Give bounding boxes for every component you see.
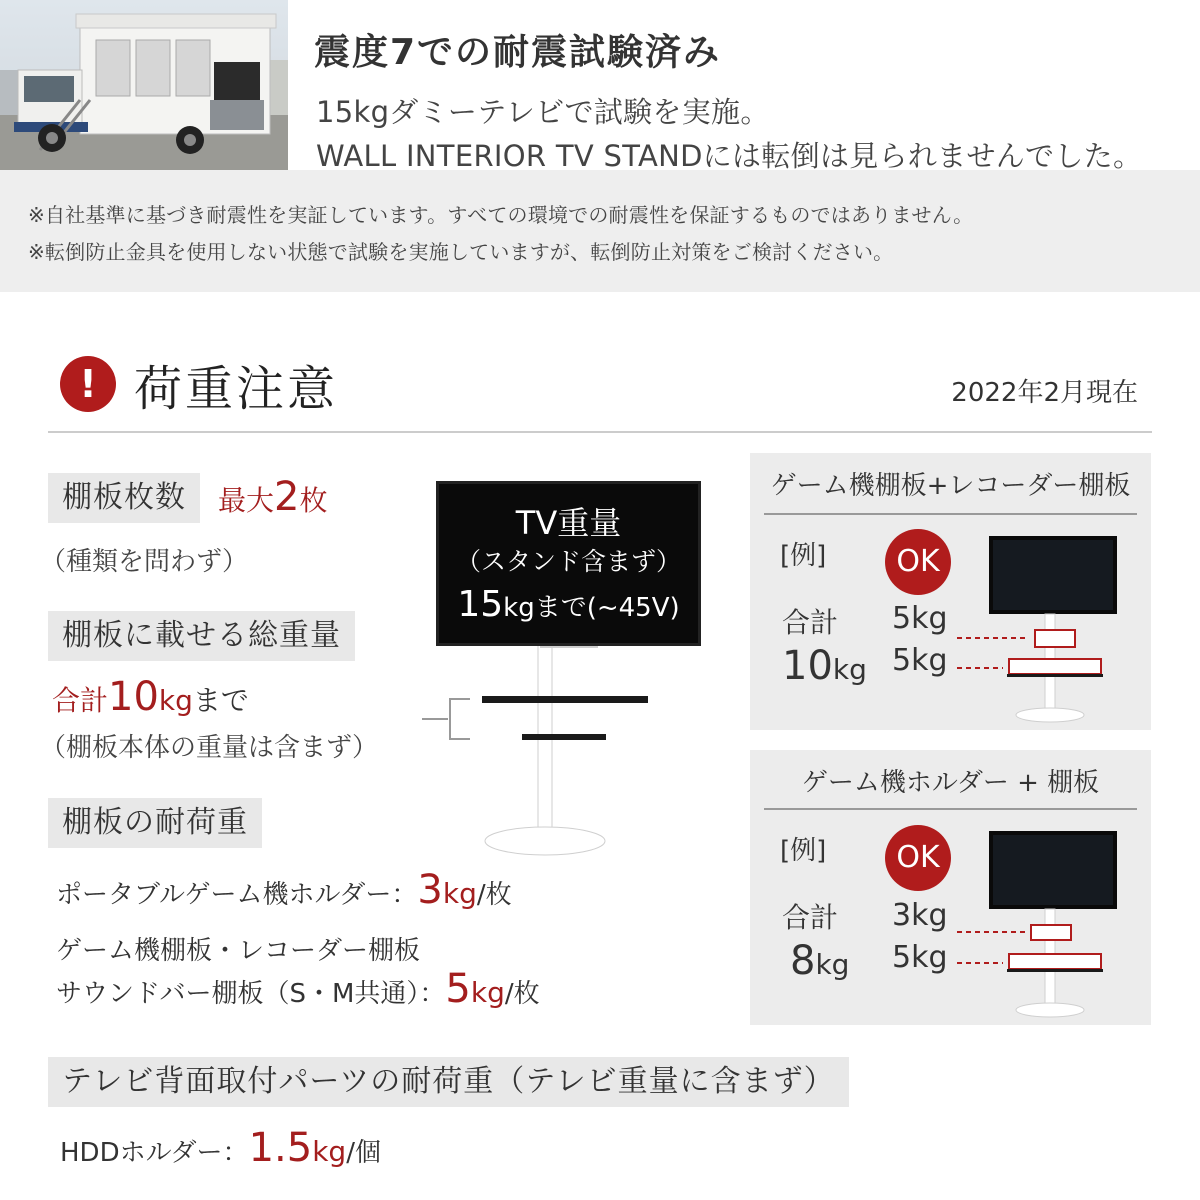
example-2-lower-load: 5kg <box>892 940 948 975</box>
hdd-holder-unit: kg <box>312 1135 347 1168</box>
shelf-load-item-1-name: ポータブルゲーム機ホルダー： <box>56 880 418 910</box>
example-1-ok-badge: OK <box>885 529 951 595</box>
section-divider <box>48 431 1152 433</box>
quake-line-1: 15kgダミーテレビで試験を実施。 <box>316 95 770 129</box>
example-1-lower-load: 5kg <box>892 643 948 678</box>
shelf-count-note: （種類を問わず） <box>40 547 249 577</box>
disclaimer-note-1: ※自社基準に基づき耐震性を実証しています。すべての環境での耐震性を保証するものではありません。 <box>28 203 974 227</box>
mount-parts-label: テレビ背面取付パーツの耐荷重（テレビ重量に含まず） <box>48 1057 849 1107</box>
shelf-load-item-2-line-1: ゲーム機棚板・レコーダー棚板 <box>56 936 421 966</box>
example-box-2 <box>750 750 1151 1025</box>
shelf-load-item-2-unit: kg <box>470 976 505 1009</box>
total-weight-value: 10 <box>108 674 159 720</box>
example-1-header-rule <box>764 513 1137 515</box>
total-weight-suffix: まで <box>192 684 249 717</box>
exclamation-icon: ! <box>60 356 116 412</box>
shelf-load-item-1 <box>56 867 512 913</box>
example-1-total-unit: kg <box>832 653 867 686</box>
shelf-load-item-2 <box>56 966 540 1012</box>
example-1-label: [例] <box>780 541 827 571</box>
section-title: 荷重注意 <box>134 361 339 417</box>
example-2-total <box>790 938 849 984</box>
quake-test-text <box>288 0 1200 173</box>
example-1-upper-load: 5kg <box>892 601 948 636</box>
shelf-load-item-2-value: 5 <box>445 966 471 1012</box>
example-2-stand-diagram <box>955 828 1125 1018</box>
total-weight-note: （棚板本体の重量は含まず） <box>40 733 379 763</box>
hdd-holder-per: /個 <box>346 1138 381 1168</box>
total-weight-value-line <box>52 674 249 720</box>
example-2-ok-badge: OK <box>885 825 951 891</box>
shelf-load-item-2-per: /枚 <box>504 979 540 1009</box>
tv-weight-value: 15 <box>457 584 504 625</box>
shelf-load-label: 棚板の耐荷重 <box>48 798 262 848</box>
example-1-stand-diagram <box>955 533 1125 723</box>
hdd-holder-value: 1.5 <box>248 1125 313 1171</box>
shelf-count-label: 棚板枚数 <box>48 473 200 523</box>
example-2-header-rule <box>764 808 1137 810</box>
as-of-date: 2022年2月現在 <box>951 378 1138 408</box>
example-box-1 <box>750 453 1151 730</box>
shelf-count-max <box>218 474 327 520</box>
example-2-header: ゲーム機ホルダー + 棚板 <box>801 768 1100 798</box>
shelf-load-item-1-unit: kg <box>442 877 477 910</box>
tv-weight-suffix: まで(~45V) <box>534 593 680 623</box>
tv-weight-panel <box>436 481 701 646</box>
quake-title: 震度7での耐震試験済み <box>314 32 722 73</box>
example-1-total-label: 合計 <box>782 606 839 639</box>
hdd-holder-name: HDDホルダー： <box>60 1138 249 1168</box>
shelf-count-unit: 枚 <box>299 484 328 517</box>
shelf-count-value: 2 <box>274 474 300 520</box>
tv-weight-limit <box>439 584 698 625</box>
example-2-total-unit: kg <box>815 948 850 981</box>
hdd-holder-load <box>60 1125 381 1171</box>
total-weight-unit: kg <box>158 684 193 717</box>
example-1-total-value: 10 <box>782 643 833 689</box>
test-truck-photo <box>0 0 288 170</box>
shelf-count-prefix: 最大 <box>218 484 275 517</box>
quake-test-band <box>0 0 1200 292</box>
example-2-upper-load: 3kg <box>892 898 948 933</box>
shelf-load-item-1-value: 3 <box>417 867 443 913</box>
tv-stand-illustration <box>400 640 700 870</box>
example-2-total-value: 8 <box>790 938 816 984</box>
disclaimer-note-2: ※転倒防止金具を使用しない状態で試験を実施していますが、転倒防止対策をご検討ください。 <box>28 240 894 264</box>
tv-weight-unit: kg <box>503 593 535 623</box>
shelf-load-item-1-per: /枚 <box>476 880 512 910</box>
total-weight-prefix: 合計 <box>52 684 109 717</box>
tv-weight-subtitle: （スタンド含まず） <box>455 547 681 576</box>
example-2-total-label: 合計 <box>782 901 839 934</box>
quake-line-2: WALL INTERIOR TV STANDには転倒は見られませんでした。 <box>316 139 1143 173</box>
total-weight-label: 棚板に載せる総重量 <box>48 611 355 661</box>
example-2-label: [例] <box>780 836 827 866</box>
example-1-header: ゲーム機棚板+レコーダー棚板 <box>770 471 1131 501</box>
tv-weight-title: TV重量 <box>515 504 622 542</box>
shelf-load-item-2-name: サウンドバー棚板（S・M共通）： <box>56 979 446 1009</box>
example-1-total <box>782 643 867 689</box>
